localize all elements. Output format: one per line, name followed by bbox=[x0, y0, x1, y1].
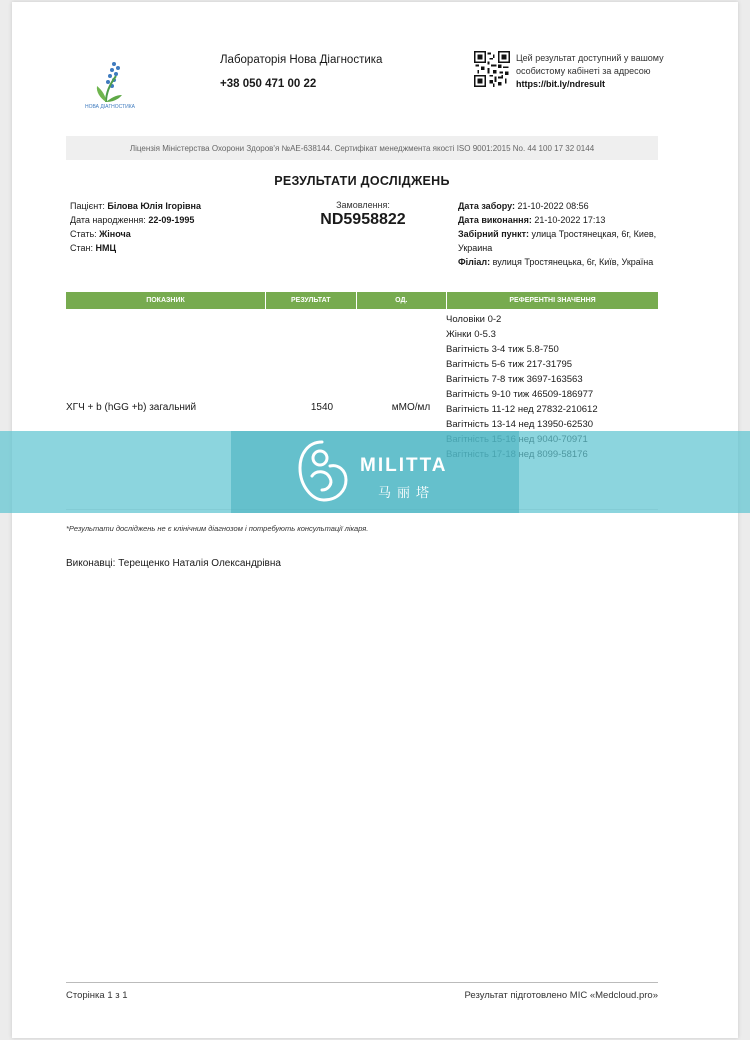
watermark-cn: 马丽塔 bbox=[378, 485, 436, 500]
page-number: Сторінка 1 з 1 bbox=[66, 990, 128, 1001]
reference-item: Вагітність 11-12 нед 27832-210612 bbox=[446, 404, 598, 415]
result-value: 1540 bbox=[310, 402, 334, 413]
header-result: РЕЗУЛЬТАТ bbox=[266, 292, 357, 309]
reference-item: Вагітність 7-8 тиж 3697-163563 bbox=[446, 374, 583, 385]
page-title: РЕЗУЛЬТАТИ ДОСЛІДЖЕНЬ bbox=[274, 174, 450, 188]
prepared-by: Результат підготовлено МІС «Medcloud.pro» bbox=[464, 990, 658, 1001]
patient-state: НМЦ bbox=[95, 243, 117, 253]
header-unit: ОД. bbox=[357, 292, 448, 309]
result-link[interactable]: https://bit.ly/ndresult bbox=[516, 79, 605, 89]
header-reference: РЕФЕРЕНТНІ ЗНАЧЕННЯ bbox=[509, 297, 596, 304]
header-indicator: ПОКАЗНИК bbox=[66, 292, 266, 309]
footer-divider bbox=[66, 982, 658, 983]
watermark-logo-icon bbox=[290, 436, 354, 508]
sample-info: Дата забору: 21-10-2022 08:56 Дата виконання: 21-10-2022 17:13 Забірний пункт: улица Тростянецкая, 6г, Киев, Украина Філіал: вулиця Тростянецька, 6г, Київ, Україна bbox=[458, 201, 657, 267]
qr-code-icon[interactable] bbox=[474, 51, 510, 87]
reference-item: Вагітність 5-6 тиж 217-31795 bbox=[446, 359, 573, 370]
logo-text: НОВА ДІАГНОСТИКА bbox=[84, 104, 136, 110]
order-label: Замовлення: bbox=[336, 200, 390, 210]
lab-phone: +38 050 471 00 22 bbox=[220, 78, 317, 90]
reference-item: Чоловіки 0-2 bbox=[446, 314, 502, 325]
reference-item: Жінки 0-5.3 bbox=[446, 329, 496, 340]
indicator-name: ХГЧ + b (hGG +b) загальний bbox=[66, 402, 197, 413]
qr-description: Цей результат доступний у вашому особистому кабінеті за адресою https://bit.ly/ndresult bbox=[516, 53, 664, 89]
results-table-header bbox=[66, 292, 658, 309]
license-bar: Ліцензія Міністерства Охорони Здоров'я №AE-638144. Сертифікат менеджмента якості ISO 9001:2015 No. 44 100 17 32 0144 bbox=[66, 136, 658, 160]
patient-name: Білова Юлія Ігорівна bbox=[107, 201, 201, 211]
executors: Виконавці: Терещенко Наталія Олександрівна bbox=[66, 558, 281, 569]
disclaimer-note: *Результати досліджень не є клінічним діагнозом і потребують консультації лікаря. bbox=[66, 524, 369, 533]
collect-date: 21-10-2022 08:56 bbox=[517, 201, 589, 211]
result-unit: мМО/мл bbox=[391, 402, 431, 413]
order-number: ND5958822 bbox=[320, 211, 406, 228]
branch: вулиця Тростянецька, 6г, Київ, Україна bbox=[492, 257, 654, 267]
collection-point: улица Тростянецкая, 6г, Киев, Украина bbox=[458, 229, 657, 253]
patient-sex: Жіноча bbox=[99, 229, 131, 239]
done-date: 21-10-2022 17:13 bbox=[534, 215, 606, 225]
reference-item: Вагітність 13-14 нед 13950-62530 bbox=[446, 419, 594, 430]
patient-dob: 22-09-1995 bbox=[148, 215, 195, 225]
lab-name: Лабораторія Нова Діагностика bbox=[220, 54, 383, 66]
patient-info: Пацієнт: Білова Юлія Ігорівна Дата народження: 22-09-1995 Стать: Жіноча Стан: НМЦ bbox=[70, 201, 201, 253]
reference-item: Вагітність 3-4 тиж 5.8-750 bbox=[446, 344, 559, 355]
reference-item: Вагітність 9-10 тиж 46509-186977 bbox=[446, 389, 594, 400]
watermark-brand: MILITTA bbox=[360, 455, 448, 476]
